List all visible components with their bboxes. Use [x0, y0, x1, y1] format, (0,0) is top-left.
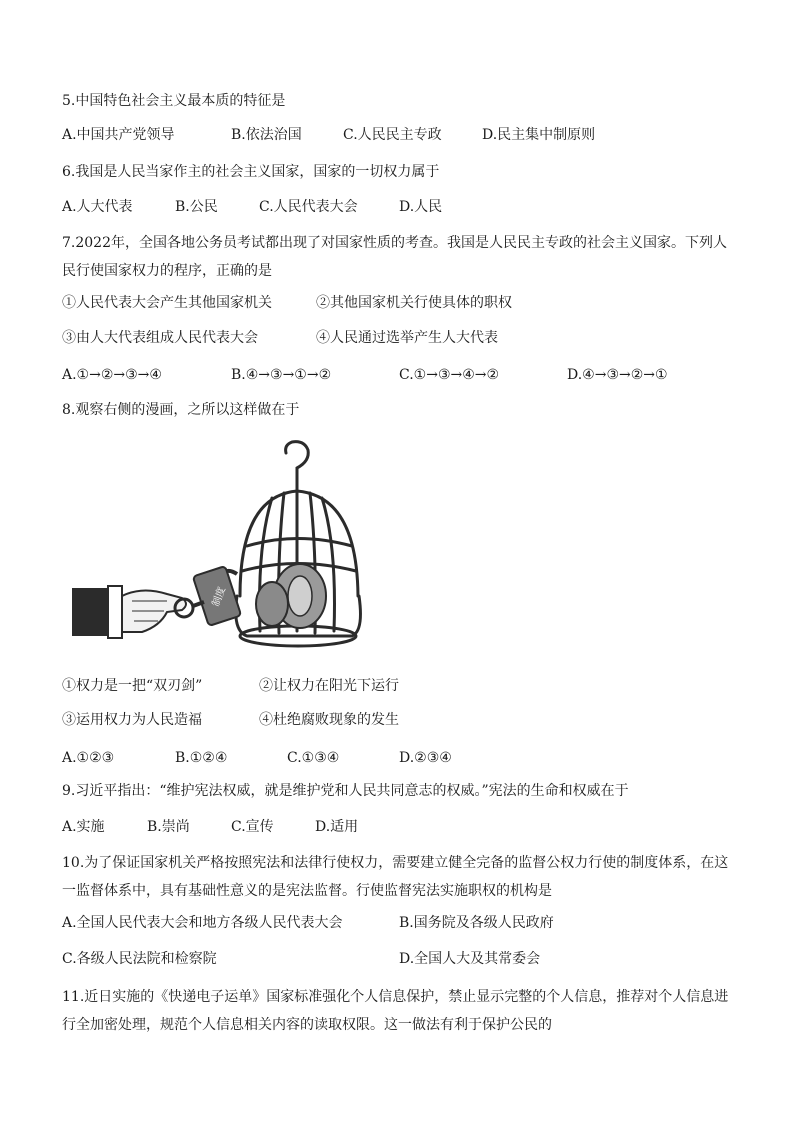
question-9-stem: 9.习近平指出：“维护宪法权威，就是维护党和人民共同意志的权威。”宪法的生命和权威在于 — [62, 783, 629, 799]
q8-option-b[interactable]: B.①②④ — [175, 750, 228, 766]
q10-option-b[interactable]: B.国务院及各级人民政府 — [399, 915, 554, 931]
q6-option-b[interactable]: B.公民 — [175, 199, 218, 215]
q7-item-4: ④人民通过选举产生人大代表 — [316, 330, 498, 346]
q10-option-a[interactable]: A.全国人民代表大会和地方各级人民代表大会 — [62, 915, 343, 931]
question-6-stem: 6.我国是人民当家作主的社会主义国家，国家的一切权力属于 — [62, 164, 440, 180]
q8-item-4: ④杜绝腐败现象的发生 — [259, 712, 399, 728]
q7-option-a[interactable]: A.①→②→③→④ — [62, 367, 162, 383]
q8-item-1: ①权力是一把“双刃剑” — [62, 678, 203, 694]
q8-option-c[interactable]: C.①③④ — [287, 750, 340, 766]
question-10-stem: 10.为了保证国家机关严格按照宪法和法律行使权力，需要建立健全完备的监督公权力行使的制度体系，在这一监督体系中，具有基础性意义的是宪法监督。行使监督宪法实施职权的机构是 — [62, 855, 729, 899]
question-11-stem: 11.近日实施的《快递电子运单》国家标准强化个人信息保护，禁止显示完整的个人信息，推荐对个人信息进行全加密处理，规范个人信息相关内容的读取权限。这一做法有利于保护公民的 — [62, 989, 729, 1033]
q8-item-2: ②让权力在阳光下运行 — [259, 678, 399, 694]
q7-item-1: ①人民代表大会产生其他国家机关 — [62, 295, 272, 311]
q6-option-a[interactable]: A.人大代表 — [62, 199, 133, 215]
q9-option-a[interactable]: A.实施 — [62, 819, 105, 835]
q7-item-3: ③由人大代表组成人民代表大会 — [62, 330, 258, 346]
q10-option-c[interactable]: C.各级人民法院和检察院 — [62, 951, 217, 967]
q8-item-3: ③运用权力为人民造福 — [62, 712, 202, 728]
question-8-stem: 8.观察右侧的漫画，之所以这样做在于 — [62, 402, 300, 418]
q7-item-2: ②其他国家机关行使具体的职权 — [316, 295, 512, 311]
hand-with-key-icon — [72, 586, 204, 638]
q6-option-c[interactable]: C.人民代表大会 — [259, 199, 358, 215]
q5-option-d[interactable]: D.民主集中制原则 — [482, 127, 596, 143]
q9-option-c[interactable]: C.宣传 — [231, 819, 274, 835]
question-7-stem: 7.2022年，全国各地公务员考试都出现了对国家性质的考查。我国是人民民主专政的社会主义国家。下列人民行使国家权力的程序，正确的是 — [62, 235, 727, 279]
q6-option-d[interactable]: D.人民 — [399, 199, 443, 215]
q9-option-d[interactable]: D.适用 — [315, 819, 359, 835]
q7-option-c[interactable]: C.①→③→④→② — [399, 367, 500, 383]
q7-option-b[interactable]: B.④→③→①→② — [231, 367, 332, 383]
q5-option-c[interactable]: C.人民民主专政 — [343, 127, 442, 143]
q7-option-d[interactable]: D.④→③→②→① — [567, 367, 668, 383]
q5-option-a[interactable]: A.中国共产党领导 — [62, 127, 175, 143]
padlock-label: 制度 — [210, 585, 228, 609]
q9-option-b[interactable]: B.崇尚 — [147, 819, 190, 835]
q8-option-d[interactable]: D.②③④ — [399, 750, 452, 766]
q8-option-a[interactable]: A.①②③ — [62, 750, 115, 766]
cartoon-birdcage-image — [72, 436, 372, 651]
q5-option-b[interactable]: B.依法治国 — [231, 127, 302, 143]
q10-option-d[interactable]: D.全国人大及其常委会 — [399, 951, 541, 967]
question-5-stem: 5.中国特色社会主义最本质的特征是 — [62, 93, 286, 109]
padlock-icon — [193, 566, 241, 626]
